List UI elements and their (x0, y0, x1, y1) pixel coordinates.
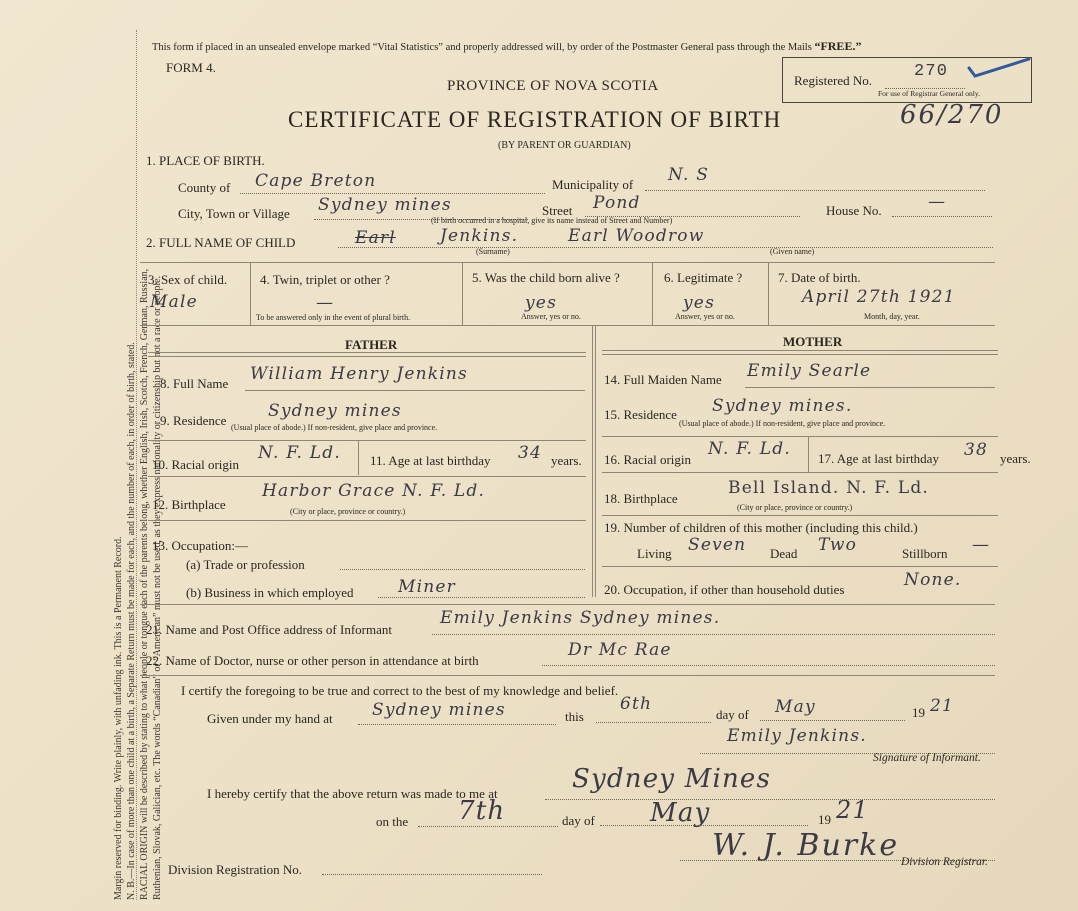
certify-dayof-label: day of (716, 707, 749, 722)
mother-birthplace-note: (City or place, province or country.) (737, 503, 853, 512)
rule (140, 675, 995, 676)
house-value: — (928, 192, 947, 212)
mother-birthplace-label: 18. Birthplace (604, 491, 678, 506)
check-mark-icon (965, 56, 1035, 82)
street-value: Pond (593, 193, 641, 213)
father-birthplace-value: Harbor Grace N. F. Ld. (262, 481, 486, 501)
living-label: Living (637, 546, 672, 561)
rule (462, 262, 463, 325)
rule (602, 472, 998, 473)
mother-residence-value: Sydney mines. (712, 396, 853, 416)
father-name-value: William Henry Jenkins (250, 364, 468, 384)
registrar-dayof-label: day of (562, 813, 595, 828)
certify-statement: I certify the foregoing to be true and correct to the best of my knowledge and belief. (181, 683, 619, 698)
dead-value: Two (818, 535, 858, 555)
father-residence-label: 9. Residence (160, 413, 227, 428)
father-age-label: 11. Age at last birthday (370, 453, 491, 468)
legitimate-label: 6. Legitimate ? (664, 270, 743, 285)
county-label: County of (178, 180, 231, 195)
given-label: Given under my hand at (207, 711, 333, 726)
page-title: CERTIFICATE OF REGISTRATION OF BIRTH (288, 107, 782, 132)
registrar-place-value: Sydney Mines (572, 764, 772, 794)
business-label: (b) Business in which employed (186, 585, 354, 600)
municipality-line (645, 190, 985, 191)
registrar-place-line (545, 799, 995, 800)
rule (140, 262, 995, 263)
given-place-value: Sydney mines (372, 700, 506, 720)
stillborn-value: — (972, 535, 991, 555)
certify-year-value: 21 (930, 696, 955, 716)
child-name-line (338, 247, 993, 248)
children-count-label: 19. Number of children of this mother (including this child.) (604, 520, 918, 535)
municipality-label: Municipality of (552, 177, 634, 192)
informant-label: 21. Name and Post Office address of Informant (146, 622, 392, 637)
mother-name-value: Emily Searle (747, 361, 872, 381)
rule (745, 387, 995, 388)
date-note: Month, day, year. (864, 312, 920, 321)
margin-line: RACIAL ORIGIN will be described by stating to what people or tongue each of the parents belong, whether English, Irish, Scotch, French, German, Russian, (139, 268, 150, 900)
certify-month-value: May (775, 697, 816, 717)
mother-occupation-value: None. (904, 570, 962, 590)
rule (148, 440, 586, 441)
father-origin-value: N. F. Ld. (258, 443, 341, 463)
mother-residence-note: (Usual place of abode.) If non-resident, give place and province. (679, 419, 886, 428)
rule (768, 262, 769, 325)
informant-signature-caption: Signature of Informant. (873, 752, 981, 764)
margin-line: N. B.—In case of more than one child at a birth, a Separate Return must be made for each, and the number of each, in order of birth, stated. (126, 342, 137, 900)
rule (148, 476, 586, 477)
informant-line (432, 634, 995, 635)
given-place-line (358, 724, 556, 725)
informant-signature: Emily Jenkins. (727, 726, 867, 746)
registrar-statement: I hereby certify that the above return was made to me at (207, 786, 498, 801)
trade-label: (a) Trade or profession (186, 557, 305, 572)
father-birthplace-label: 12. Birthplace (152, 497, 226, 512)
mother-age-unit: years. (1000, 451, 1031, 466)
certify-day-value: 6th (620, 694, 653, 714)
certify-month-line (760, 720, 905, 721)
sex-label: 3. Sex of child. (148, 272, 228, 287)
father-age-value: 34 (518, 443, 543, 463)
father-name-label: 8. Full Name (160, 376, 229, 391)
registered-note: For use of Registrar General only. (878, 89, 980, 98)
registrar-day-value: 7th (458, 796, 506, 826)
dead-label: Dead (770, 546, 798, 561)
hospital-note: (If birth occurred in a hospital, give its name instead of Street and Number) (431, 216, 673, 225)
father-residence-note: (Usual place of abode.) If non-resident, give place and province. (231, 423, 438, 432)
division-registration-line (322, 874, 542, 875)
registrar-month-line (600, 825, 808, 826)
rule (602, 350, 998, 355)
certify-day-line (596, 722, 711, 723)
rule (140, 604, 995, 605)
division-registration-label: Division Registration No. (168, 862, 302, 877)
mother-age-value: 38 (964, 440, 989, 460)
mother-occupation-label: 20. Occupation, if other than household duties (604, 582, 845, 597)
rule (602, 566, 998, 567)
alive-note: Answer, yes or no. (521, 312, 581, 321)
rule (595, 325, 596, 597)
living-value: Seven (688, 535, 747, 555)
legitimate-value: yes (683, 293, 715, 313)
registrar-day-line (418, 826, 558, 827)
certify-year-prefix: 19 (912, 705, 925, 720)
father-origin-label: 10. Racial origin (152, 457, 240, 472)
county-line (240, 193, 545, 194)
child-given-value: Earl Woodrow (568, 226, 705, 246)
street-label: Street (542, 203, 573, 218)
father-residence-value: Sydney mines (268, 401, 402, 421)
stillborn-label: Stillborn (902, 546, 948, 561)
binding-margin-rule (136, 30, 137, 900)
postal-note: This form if placed in an unsealed envelope marked “Vital Statistics” and properly addressed will, by order of the Postmaster General pass through the Mails “FREE.” (152, 39, 862, 53)
rule (808, 436, 809, 472)
legitimate-note: Answer, yes or no. (675, 312, 735, 321)
mother-origin-value: N. F. Ld. (708, 439, 791, 459)
alive-label: 5. Was the child born alive ? (472, 270, 620, 285)
mother-heading: MOTHER (783, 334, 843, 349)
county-value: Cape Breton (255, 171, 377, 191)
rule (250, 262, 251, 325)
city-value: Sydney mines (318, 195, 452, 215)
date-value: April 27th 1921 (802, 287, 956, 307)
registered-number: 270 (914, 62, 949, 81)
handwritten-reference: 66/270 (900, 100, 1004, 130)
mother-residence-label: 15. Residence (604, 407, 677, 422)
given-caption: (Given name) (770, 247, 815, 256)
rule (602, 436, 998, 437)
father-occupation-label: 13. Occupation:— (152, 538, 249, 553)
alive-value: yes (525, 293, 557, 313)
child-name-label: 2. FULL NAME OF CHILD (146, 235, 296, 250)
registrar-caption: Division Registrar. (901, 856, 988, 868)
surname-caption: (Surname) (476, 247, 510, 256)
doctor-line (542, 665, 995, 666)
twin-note: To be answered only in the event of plural birth. (256, 313, 411, 322)
mother-age-label: 17. Age at last birthday (818, 451, 939, 466)
on-the-label: on the (376, 814, 409, 829)
twin-value: — (316, 293, 335, 313)
business-line (378, 597, 585, 598)
father-age-unit: years. (551, 453, 582, 468)
registered-label: Registered No. (794, 73, 872, 88)
municipality-value: N. S (668, 165, 710, 185)
business-value: Miner (398, 577, 456, 597)
rule (592, 325, 593, 597)
rule (148, 352, 586, 357)
margin-line: Ruthenian, Slovak, Galician, etc. The words “Canadian” or “American” must not be used, as they express nationality or citizenship but not a race or people. (152, 275, 163, 900)
registrar-month-value: May (650, 798, 711, 828)
city-label: City, Town or Village (178, 206, 290, 221)
date-label: 7. Date of birth. (778, 270, 861, 285)
father-birthplace-note: (City or place, province or country.) (290, 507, 406, 516)
rule (358, 440, 359, 475)
registrar-year-value: 21 (836, 796, 869, 824)
rule (245, 390, 585, 391)
mother-birthplace-value: Bell Island. N. F. Ld. (728, 478, 930, 498)
mother-origin-label: 16. Racial origin (604, 452, 692, 467)
place-of-birth-heading: 1. PLACE OF BIRTH. (146, 153, 265, 168)
rule (148, 520, 586, 521)
this-label: this (565, 709, 584, 724)
rule (140, 325, 995, 326)
twin-label: 4. Twin, triplet or other ? (260, 272, 390, 287)
form-number: FORM 4. (166, 60, 216, 75)
registrar-signature: W. J. Burke (712, 828, 900, 863)
struck-name-value: Earl (355, 228, 396, 248)
trade-line (340, 569, 585, 570)
house-line (892, 216, 992, 217)
house-label: House No. (826, 203, 882, 218)
margin-line: Margin reserved for binding. Write plainly, with unfading ink. This is a Permanent Record. (113, 536, 124, 900)
informant-value: Emily Jenkins Sydney mines. (440, 608, 721, 628)
mother-name-label: 14. Full Maiden Name (604, 372, 722, 387)
sex-value: Male (150, 292, 198, 312)
rule (602, 515, 998, 516)
child-surname-value: Jenkins. (440, 226, 519, 246)
page-subtitle: (BY PARENT OR GUARDIAN) (498, 140, 631, 151)
doctor-value: Dr Mc Rae (568, 640, 672, 660)
registrar-year-prefix: 19 (818, 812, 831, 827)
province-heading: PROVINCE OF NOVA SCOTIA (447, 78, 659, 94)
doctor-label: 22. Name of Doctor, nurse or other person in attendance at birth (146, 653, 479, 668)
rule (652, 262, 653, 325)
father-heading: FATHER (345, 337, 398, 352)
